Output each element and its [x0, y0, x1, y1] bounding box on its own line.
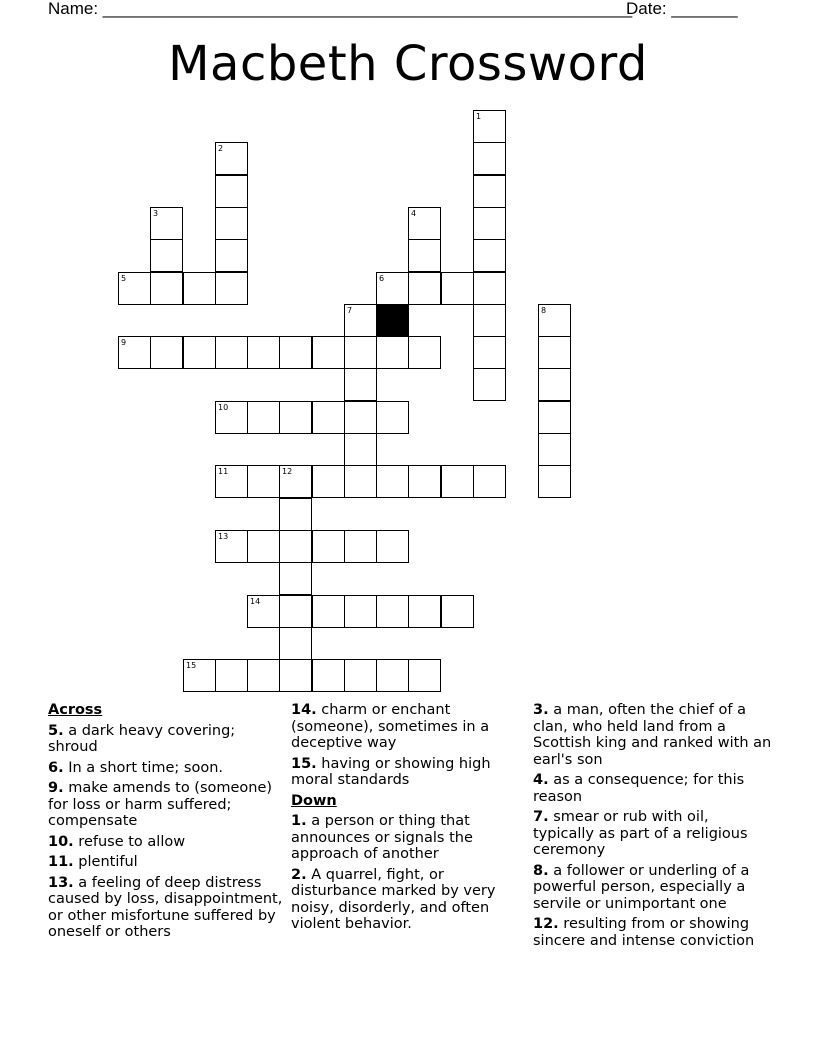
- grid-cell[interactable]: [215, 207, 248, 240]
- grid-cell[interactable]: [473, 110, 506, 143]
- grid-cell[interactable]: [150, 207, 183, 240]
- clue-number: 1: [476, 112, 482, 121]
- page-title: Macbeth Crossword: [168, 36, 648, 92]
- grid-block-cell: [376, 304, 409, 337]
- clue-down-3: 3. a man, often the chief of a clan, who held land from a Scottish king and ranked with an earl's son: [533, 702, 772, 768]
- clue-down-7: 7. smear or rub with oil, typically as part of a religious ceremony: [533, 809, 748, 858]
- grid-cell[interactable]: [344, 659, 377, 692]
- grid-cell[interactable]: [473, 336, 506, 369]
- grid-cell[interactable]: [247, 401, 280, 434]
- grid-cell[interactable]: [279, 401, 312, 434]
- grid-cell[interactable]: [408, 207, 441, 240]
- down-heading: Down: [291, 792, 337, 809]
- grid-cell[interactable]: [215, 142, 248, 175]
- grid-cell[interactable]: [408, 595, 441, 628]
- grid-cell[interactable]: [473, 239, 506, 272]
- grid-cell[interactable]: [215, 272, 248, 305]
- grid-cell[interactable]: [247, 465, 280, 498]
- grid-cell[interactable]: [183, 659, 216, 692]
- grid-cell[interactable]: [150, 336, 183, 369]
- clue-number: 4: [411, 209, 417, 218]
- clue-across-6: 6. In a short time; soon.: [48, 759, 224, 776]
- grid-cell[interactable]: [538, 304, 571, 337]
- grid-cell[interactable]: [215, 336, 248, 369]
- grid-cell[interactable]: [473, 368, 506, 401]
- grid-cell[interactable]: [408, 465, 441, 498]
- clue-number: 11: [218, 467, 229, 476]
- grid-cell[interactable]: [279, 562, 312, 595]
- grid-cell[interactable]: [538, 465, 571, 498]
- grid-cell[interactable]: [215, 530, 248, 563]
- clue-across-10: 10. refuse to allow: [48, 833, 186, 850]
- grid-cell[interactable]: [312, 530, 345, 563]
- grid-cell[interactable]: [344, 336, 377, 369]
- grid-cell[interactable]: [408, 659, 441, 692]
- grid-cell[interactable]: [279, 498, 312, 531]
- grid-cell[interactable]: [247, 530, 280, 563]
- grid-cell[interactable]: [279, 627, 312, 660]
- grid-cell[interactable]: [150, 239, 183, 272]
- grid-cell[interactable]: [344, 401, 377, 434]
- clue-down-2: 2. A quarrel, fight, or disturbance marked by very noisy, disorderly, and often violent behavior.: [291, 866, 496, 932]
- grid-cell[interactable]: [215, 401, 248, 434]
- grid-cell[interactable]: [118, 336, 151, 369]
- grid-cell[interactable]: [408, 272, 441, 305]
- grid-cell[interactable]: [473, 175, 506, 208]
- clue-down-4: 4. as a consequence; for this reason: [533, 772, 745, 805]
- across-heading: Across: [48, 702, 103, 718]
- grid-cell[interactable]: [150, 272, 183, 305]
- grid-cell[interactable]: [183, 336, 216, 369]
- grid-cell[interactable]: [344, 595, 377, 628]
- grid-cell[interactable]: [215, 659, 248, 692]
- grid-cell[interactable]: [279, 595, 312, 628]
- grid-cell[interactable]: [279, 465, 312, 498]
- grid-cell[interactable]: [247, 336, 280, 369]
- clue-number: 8: [541, 306, 547, 315]
- clue-across-5: 5. a dark heavy covering; shroud: [48, 722, 236, 755]
- clue-number: 7: [347, 306, 353, 315]
- grid-cell[interactable]: [215, 175, 248, 208]
- grid-cell[interactable]: [376, 659, 409, 692]
- grid-cell[interactable]: [473, 304, 506, 337]
- grid-cell[interactable]: [473, 207, 506, 240]
- clue-number: 15: [186, 661, 197, 670]
- clue-across-14: 14. charm or enchant (someone), sometimes in a deceptive way: [291, 702, 490, 751]
- grid-cell[interactable]: [118, 272, 151, 305]
- clue-number: 10: [218, 403, 229, 412]
- grid-cell[interactable]: [312, 659, 345, 692]
- grid-cell[interactable]: [183, 272, 216, 305]
- clues-column-3: [533, 702, 773, 953]
- clue-number: 14: [250, 597, 261, 606]
- grid-cell[interactable]: [538, 368, 571, 401]
- grid-cell[interactable]: [312, 595, 345, 628]
- grid-cell[interactable]: [312, 465, 345, 498]
- grid-cell[interactable]: [247, 595, 280, 628]
- grid-cell[interactable]: [247, 659, 280, 692]
- grid-cell[interactable]: [279, 659, 312, 692]
- grid-cell[interactable]: [473, 465, 506, 498]
- grid-cell[interactable]: [215, 239, 248, 272]
- grid-cell[interactable]: [344, 530, 377, 563]
- clue-number: 2: [218, 144, 224, 153]
- clue-across-9: 9. make amends to (someone) for loss or harm suffered; compensate: [48, 780, 273, 829]
- grid-cell[interactable]: [408, 336, 441, 369]
- grid-cell[interactable]: [473, 142, 506, 175]
- clues-column-1: [48, 702, 284, 945]
- grid-cell[interactable]: [279, 530, 312, 563]
- clue-number: 6: [379, 274, 385, 283]
- grid-cell[interactable]: [538, 433, 571, 466]
- grid-cell[interactable]: [376, 336, 409, 369]
- grid-cell[interactable]: [538, 401, 571, 434]
- grid-cell[interactable]: [312, 336, 345, 369]
- clue-across-11: 11. plentiful: [48, 854, 138, 870]
- grid-cell[interactable]: [441, 272, 474, 305]
- grid-cell[interactable]: [376, 401, 409, 434]
- clue-number: 3: [153, 209, 159, 218]
- clue-across-13: 13. a feeling of deep distress caused by loss, disappointment, or other misfortune suffered by oneself or others: [48, 874, 283, 940]
- grid-cell[interactable]: [441, 595, 474, 628]
- clue-number: 13: [218, 532, 229, 541]
- date-field[interactable]: Date: _______: [626, 0, 738, 18]
- clues-column-2: [291, 702, 521, 937]
- grid-cell[interactable]: [441, 465, 474, 498]
- grid-cell[interactable]: [215, 465, 248, 498]
- grid-cell[interactable]: [538, 336, 571, 369]
- grid-cell[interactable]: [344, 433, 377, 466]
- grid-cell[interactable]: [376, 530, 409, 563]
- grid-cell[interactable]: [312, 401, 345, 434]
- clue-down-1: 1. a person or thing that announces or signals the approach of another: [291, 813, 473, 862]
- clue-number: 5: [121, 274, 127, 283]
- grid-cell[interactable]: [344, 304, 377, 337]
- grid-cell[interactable]: [376, 272, 409, 305]
- grid-cell[interactable]: [344, 368, 377, 401]
- clue-down-8: 8. a follower or underling of a powerful person, especially a servile or unimportant one: [533, 862, 750, 912]
- grid-cell[interactable]: [376, 465, 409, 498]
- grid-cell[interactable]: [376, 595, 409, 628]
- grid-cell[interactable]: [473, 272, 506, 305]
- clue-number: 12: [282, 467, 293, 476]
- clue-across-15: 15. having or showing high moral standards: [291, 755, 491, 788]
- grid-cell[interactable]: [279, 336, 312, 369]
- grid-cell[interactable]: [344, 465, 377, 498]
- name-field[interactable]: Name: ________________________________________________________: [48, 0, 633, 18]
- clue-down-12: 12. resulting from or showing sincere and intense conviction: [533, 916, 755, 949]
- grid-cell[interactable]: [408, 239, 441, 272]
- clue-number: 9: [121, 338, 127, 347]
